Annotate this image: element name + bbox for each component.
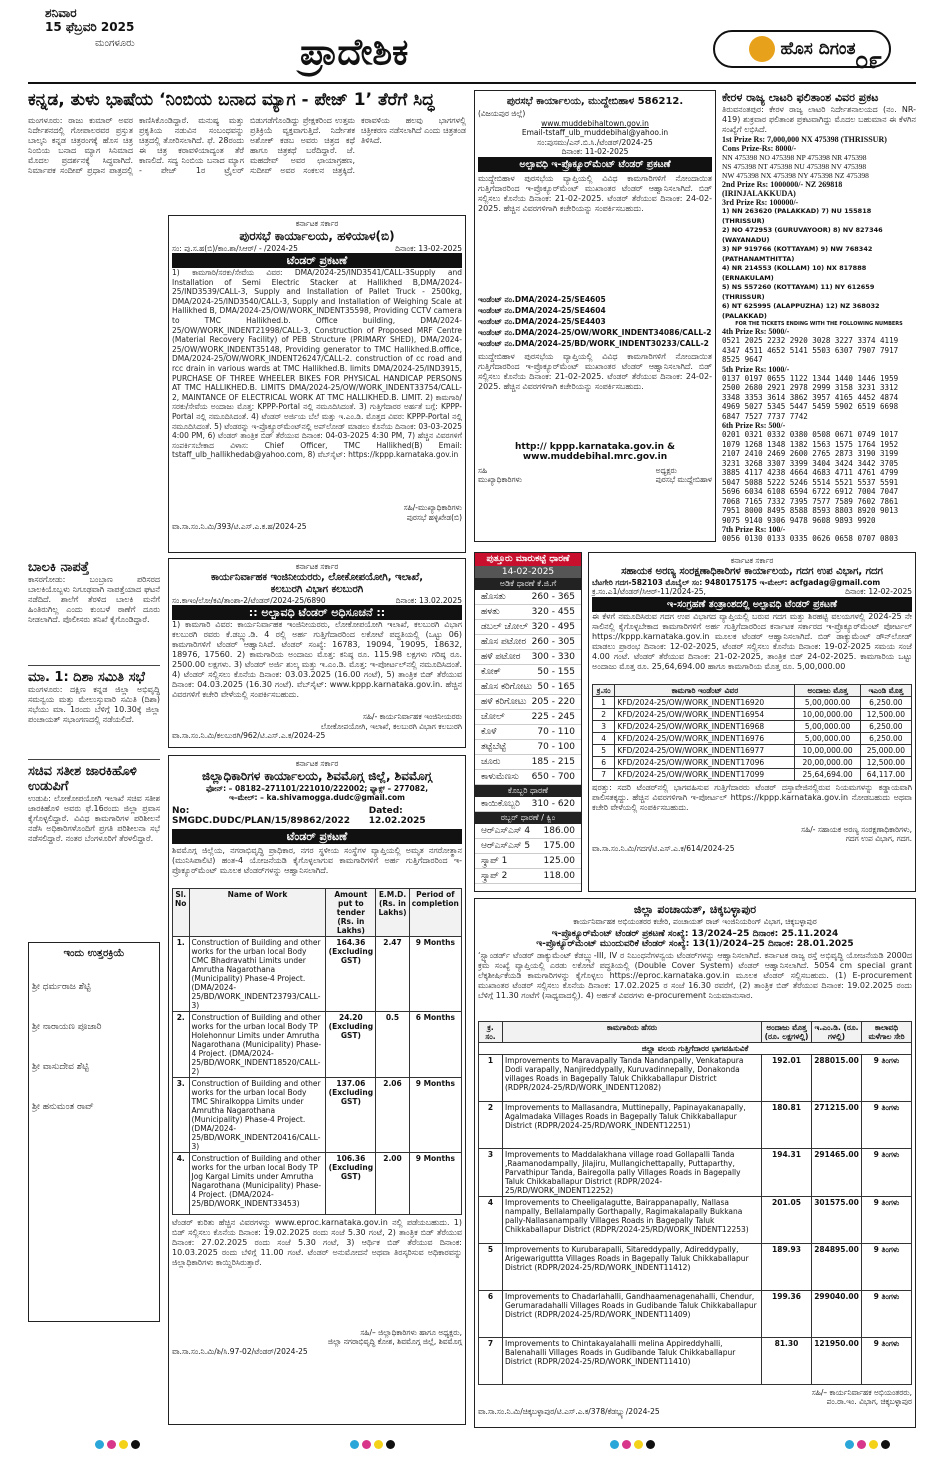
table-cell: 9 ತಿಂಗಳು — [862, 1290, 912, 1337]
commodity-price: 50 - 165 — [537, 682, 575, 692]
table-row — [593, 720, 912, 732]
prize-second: 2nd Prize Rs: 1000000/- NZ 269818 (IRINJALAKKUDA) — [722, 180, 843, 198]
commodity-name: ಸ್ಕ್ರಾಪ್ 1 — [481, 856, 508, 866]
market-row — [475, 590, 581, 605]
market-row — [475, 770, 581, 785]
table-cell: 9 ತಿಂಗಳು — [862, 1243, 912, 1290]
commodity-name: ಕೋಕ್ — [481, 667, 501, 677]
prize-list: 0137 0197 0655 1122 1344 1440 1446 1959 2500 2680 2921 2978 2999 3158 3231 3312 3348 3353 3614 3862 3957 4165 4452 4874 4969 5027 5345 5447 5459 5902 6519 6698 6847 7527 7737 7742 — [722, 373, 899, 421]
table-cell: 2 — [479, 1101, 503, 1148]
col-header: Name of Work — [189, 888, 326, 936]
ad-date: ದಿನಾಂಕ: 12-02-2025 — [845, 587, 912, 596]
ad-sign: ಸಹಿ/– ಜಿಲ್ಲಾಧಿಕಾರಿಗಳು ಹಾಗೂ ಅಧ್ಯಕ್ಷರು, ಜಿಲ್ಲಾ ನಗರಾಭಿವೃದ್ಧಿ ಕೋಶ, ಶಿವಮೊಗ್ಗ ಜಿಲ್ಲೆ, ಶಿವಮೊಗ್ಗ — [327, 1327, 462, 1346]
ad-gov: ಕರ್ನಾಟಕ ಸರ್ಕಾರ — [295, 562, 339, 571]
ad-links[interactable]: http:// kppp.karnataka.gov.in & www.muddebihal.mrc.gov.in — [515, 441, 675, 462]
table-cell: 180.81 — [762, 1101, 812, 1148]
ad-sign: ಸಹಿ/– ಕಾರ್ಯನಿರ್ವಾಹಕ ಅಭಿಯಂತರರು, ಪಂ.ರಾ.ಇಂ. ವಿಭಾಗ, ಚಿಕ್ಕಬಳ್ಳಾಪುರ — [811, 1387, 912, 1406]
commodity-name: ಚೋಲ್ — [481, 712, 505, 722]
market-row — [475, 680, 581, 695]
brief-body: ಉಡುಪಿ: ಲೋಕೋಪಯೋಗಿ ಇಲಾಖೆ ಸಚಿವ ಸತೀಶ ಜಾರಕಿಹೊಳಿ ಅವರು ಫೆ.16ರಂದು ಜಿಲ್ಲಾ ಪ್ರವಾಸ ಕೈಗೊಳ್ಳಲಿದ್ದಾರೆ. ವಿವಿಧ ಕಾಮಗಾರಿಗಳ ಪರಿಶೀಲನೆ ನಡೆಸಿ ಅಧಿಕಾರಿಗಳೊಂದಿಗೆ ಪ್ರಗತಿ ಪರಿಶೀಲನಾ ಸಭೆ ನಡೆಸಲಿದ್ದಾರೆ. ನಂತರ ಬೆಂಗಳೂರಿಗೆ ತೆರಳಲಿದ್ದಾರೆ. — [28, 794, 160, 843]
table-row — [593, 768, 912, 780]
tender-ad-kalaburagi — [168, 558, 466, 748]
market-list — [475, 590, 581, 785]
table-row — [479, 1101, 912, 1148]
ad-bar: ಅಲ್ಪಾವಧಿ ಇ-ಪ್ರೊಕ್ಯೂರ್‌ಮೆಂಟ್ ಟೆಂಡರ್ ಪ್ರಕಟಣೆ — [478, 157, 712, 172]
market-row — [475, 869, 581, 884]
table-cell: Improvements to Chadarlahalli, Gandhaamenagenahalli, Chendur, Gerumaradahalli Villages Roads in Gudibande Taluk Chikkaballapur District (RDPR/2024-25/RD/WORK_INDENT11409) — [503, 1290, 762, 1337]
section-title: ಪ್ರಾದೇಶಿಕ — [300, 32, 409, 73]
ad-title: ಸಹಾಯಕ ಅರಣ್ಯ ಸಂರಕ್ಷಣಾಧಿಕಾರಿಗಳ ಕಾರ್ಯಾಲಯ, ಗದಗ ಉಪ ವಿಭಾಗ, ಗದಗ — [621, 565, 883, 577]
prize-heading: 3rd Prize Rs: 100000/- — [722, 198, 799, 207]
table-cell: 299040.00 — [812, 1290, 862, 1337]
cyan-dot — [95, 1440, 104, 1449]
ad-date: ದಿನಾಂಕ: 13.02.2025 — [395, 595, 462, 605]
commodity-name: ಹಳೆ ಕರಿಗೋಟು — [481, 697, 527, 707]
brief-title: ಸಚಿವ ಸತೀಶ ಜಾರಕಿಹೊಳಿ ಉಡುಪಿಗೆ — [28, 764, 137, 794]
ad-intro: ಶಿವಮೊಗ್ಗ ಜಿಲ್ಲೆಯ, ನಗರಾಭಿವೃದ್ಧಿ ಪ್ರಾಧಿಕಾರ, ನಗರ ಸ್ಥಳೀಯ ಸಂಸ್ಥೆಗಳ ವ್ಯಾಪ್ತಿಯಲ್ಲಿ ಅಮೃತ ನಗರೋತ್ಥಾನ (ಮುನಿಸಿಪಾಲಿಟಿ) ಹಂತ-4 ಯೋಜನೆಯಡಿ ಕೈಗೊಳ್ಳಲಾಗುವ ಕಾಮಗಾರಿಗಳಿಗೆ ಅರ್ಹ ಗುತ್ತಿಗೆದಾರರಿಂದ ಇ-ಪ್ರೊಕ್ಯೂರ್‌ಮೆಂಟ್ ಮೂಲಕ ಟೆಂಡರ್‌ಗಳನ್ನು ಆಹ್ವಾನಿಸಲಾಗಿದೆ. — [172, 845, 462, 875]
col-header: Sl. No — [173, 888, 190, 936]
table-row: 1. Construction of Building and other works for the urban local Body CMC Bhadravathi Limits under Amrutha Nagarothana (Municipality) Phase-4 Project.(DMA/2024-25/BD/WORK_INDENT23793/CALL-3) 164.36 (Excluding GST) 2.47 9 Months — [173, 936, 462, 1011]
ad-body: ಟೆಂಡರ್ ಕುರಿತು ಹೆಚ್ಚಿನ ವಿವರಗಳನ್ನು www.eproc.karnataka.gov.in ನಲ್ಲಿ ಪಡೆಯಬಹುದು. 1) ಬಿಡ್ ಸಲ್ಲಿಸಲು ಕೊನೆಯ ದಿನಾಂಕ: 19.02.2025 ರಂದು ಸಂಜೆ 5.30 ಗಂಟೆ, 2) ತಾಂತ್ರಿಕ ಬಿಡ್ ತೆರೆಯುವ ದಿನಾಂಕ: 27.02.2025 ರಂದು ಸಂಜೆ 5.30 ಗಂಟೆ, 3) ಆರ್ಥಿಕ ಬಿಡ್ ತೆರೆಯುವ ದಿನಾಂಕ: 10.03.2025 ರಂದು ಬೆಳಿಗ್ಗೆ 11.00 ಗಂಟೆ. ಟೆಂಡರ್ ಅನುಮೋದನೆ ಅಥವಾ ತಿರಸ್ಕರಿಸುವ ಅಧಿಕಾರವನ್ನು ಜಿಲ್ಲಾಧಿಕಾರಿಗಳು ಕಾಯ್ದಿರಿಸಿರುತ್ತಾರೆ. — [172, 1217, 462, 1267]
ad-ref: ಸಂ.ಕಾಇಂ/ಲೋ/ಕವಿ/ತಾಂಶಾ-2/ಟೆಂಡರ್/2024-25/6890 — [172, 595, 326, 605]
market-row — [475, 710, 581, 725]
commodity-name: ಡಬಲ್ ಚೋಲ್ — [481, 622, 529, 632]
table-cell: 189.93 — [762, 1243, 812, 1290]
table-row — [593, 696, 912, 708]
tender-ad-shivamogga — [168, 755, 466, 1425]
prize-list: 1) NN 263620 (PALAKKAD) 7) NU 155818 (THRISSUR) 2) NO 472953 (GURUVAYOOR) 8) NV 827346 (WAYANADU) 3) NP 919766 (KOTTAYAM) 9) NW 768342 (PATHANAMTHITTA) 4) NR 214553 (KOLLAM) 10) NX 817888 (ERNAKULAM) 5) NS 557260 (KOTTAYAM) 11) NY 612659 (THRISSUR) 6) NT 625995 (ALAPPUZHA) 12) NZ 368032 (PALAKKAD) — [722, 207, 883, 320]
table-cell: Improvements to Maravapally Tanda Nandanpally, Venkatapura Dodi varapally, Nanjireddypally, Kuruvadinnepally, Donakonda villages Roads in Bagepally Taluk Chikkaballapur District (RDPR/2024-25/RD/WORK_INDENT12082) — [503, 1054, 762, 1101]
table-row — [479, 1290, 912, 1337]
lead-body: ಮಂಗಳೂರು: ರಾಜು ಕುಮಾರ್ ಅವರ ನಿರ್ದೇಶನದಲ್ಲಿ ಗೋಪಾಲರವರ ಪ್ರಸ್ತುತ ಬಾಲ್ಕನಿ ಕನ್ನಡ ಚಿತ್ರರಂಗಕ್ಕೆ ಹೊಸ ಚಿತ್ರ ನಿಂಬಿಯ ಬನಾದ ಮ್ಯಾಗ ಸಿನಿಮಾದ ಮೊದಲ ಪ್ರದರ್ಶನಕ್ಕೆ ಸಿದ್ಧವಾಗಿದೆ. ನಿರ್ಮಾಪಕ ಸಂದೀಪ್ ಪ್ರಧಾನ ಪಾತ್ರದಲ್ಲಿ ಕಾಣಿಸಿಕೊಂಡಿದ್ದಾರೆ. ಮನುಷ್ಯ ಮತ್ತು ಪ್ರಕೃತಿಯ ನಡುವಿನ ಸಂಬಂಧವನ್ನು ಚಿತ್ರದಲ್ಲಿ ತೋರಿಸಲಾಗಿದೆ. ಫೆ. 28ರಂದು ಈ ಚಿತ್ರ ಕರಾವಳಿಯಾದ್ಯಂತ ತೆರೆ ಕಾಣಲಿದೆ. ಸದ್ಯ ನಿಂಬಿಯ ಬನಾದ ಮ್ಯಾಗ - ಪೇಜ್ 1ರ ಟ್ರೈಲರ್ ಬಿಡುಗಡೆಗೊಂಡಿದ್ದು ಪ್ರೇಕ್ಷಕರಿಂದ ಉತ್ತಮ ಪ್ರತಿಕ್ರಿಯೆ ವ್ಯಕ್ತವಾಗುತ್ತಿದೆ. ನಿರ್ದೇಶಕ ಅಶೋಕ್ ಕಡಬ ಅವರು ಚಿತ್ರದ ಕಥೆ ಹಾಗೂ ಚಿತ್ರಕಥೆ ಬರೆದಿದ್ದಾರೆ. ಜೆ. ಮಹದೇವ್ ಅವರ ಛಾಯಾಗ್ರಹಣ, ಸುದೀಪ್ ಅವರ ಸಂಕಲನ ಚಿತ್ರಕ್ಕಿದೆ. ಕರಾವಳಿಯ ಹಲವು ಭಾಗಗಳಲ್ಲಿ ಚಿತ್ರೀಕರಣ ನಡೆಸಲಾಗಿದೆ ಎಂದು ಚಿತ್ರತಂಡ ತಿಳಿಸಿದೆ. — [28, 116, 466, 175]
lottery-intro: ತಿರುವನಂತಪುರ: ಕೇರಳ ರಾಜ್ಯ ಲಾಟರಿ ನಿರ್ದೇಶನಾಲಯದ (ನಂ. NR-419) ಶುಕ್ರವಾರ ಫಲಿತಾಂಶ ಪ್ರಕಟವಾಗಿದ್ದು ಮೊದಲ ಬಹುಮಾನ ಈ ಕೆಳಗಿನ ಸಂಖ್ಯೆಗೆ ಲಭಿಸಿದೆ. — [722, 105, 916, 134]
table-row — [479, 1337, 912, 1384]
market-sub: ರಬ್ಬರ್ ಧಾರಣೆ / ಕ್ವಿಂ — [475, 812, 581, 824]
commodity-price: 225 - 245 — [531, 712, 575, 722]
tender-ad-haliyal — [168, 215, 466, 553]
ad-bar: ಇ-ಸಂಗ್ರಹಣೆ ತಂತ್ರಾಂಶದಲ್ಲಿ ಅಲ್ಪಾವಧಿ ಟೆಂಡರ್ ಪ್ರಕಟಣೆ — [592, 597, 912, 612]
table-cell: 7 — [479, 1337, 503, 1384]
yellow-dot — [634, 1440, 643, 1449]
table-cell: 81.30 — [762, 1337, 812, 1384]
table-group: ಜಿಲ್ಲಾ ವಲಯ ಗುತ್ತಿಗೆದಾರರ ಭಾಗವಹಿಸುವಿಕೆ — [479, 1042, 912, 1054]
commodity-price: 175.00 — [543, 841, 575, 851]
tender-table: ಕ್ರ. ಸಂ. ಕಾಮಗಾರಿಯ ಹೆಸರು ಅಂದಾಜು ಮೊತ್ತ (ರೂ. ಲಕ್ಷಗಳಲ್ಲಿ) ಇ.ಎಂ.ಡಿ. (ರೂ. ಗಳಲ್ಲಿ) ಕಾಲಾವಧಿ ಮಳೆಗಾಲ ಸೇರಿ ಜಿಲ್ಲಾ ವಲಯ ಗುತ್ತಿಗೆದಾರರ ಭಾಗವಹಿಸುವಿಕೆ 1 Improvements to Maravapally Tanda Nandanpally, Venkatapura Dodi varapally, Nanjireddypally, Kuruvadinnepally, Donakonda villages Roads in Bagepally Taluk Chikkaballapur District (RDPR/2024-25/RD/WORK_INDENT12082) 192.01 288015.00 9 ತಿಂಗಳು 2 Improvements to Mallasandra, Muttinepally, Papinayakanapally, Agalmadaka Villages Roads in Bagepally Taluk Chikkaballapur District (RDPR/2024-25/RD/WORK_INDENT12251) 180.81 271215.00 9 ತಿಂಗಳು 3 Improvements to Maddalakhana village road Gollapalli Tanda ,Raamanodampally, Jilajiru, Mullangichettapally, Puttaparthy, Parvathipur Tanda, Bairegolla pally Villages Roads in Bagepally Taluk Chikkaballapur District (RDPR/2024-25/RD/WORK_INDENT12252) 194.31 291465.00 9 ತಿಂಗಳು 4 Improvements to Cheeligalagutte, Bairappanapally, Nallasa nampally, Bellalampally Gorthapally, Ragimakalapally Bukkana pally-Nallasanampally Villages Roads in Bagepally Taluk Chikkaballapur District (RDPR/2024-25/RD/WORK_INDENT12253) 201.05 301575.00 9 ತಿಂಗಳು 5 Improvements to Kurubarapalli, Sitareddypally, Adireddypally, Arigewariguttta Villages Roads in Bagepally Taluk Chikkaballapur District (RDPR/2024-25/RD/WORK_INDENT11412) 189.93 284895.00 9 ತಿಂಗಳು 6 Improvements to Chadarlahalli, Gandhaamenagenahalli, Chendur, Gerumaradahalli Villages Roads in Gudibande Taluk Chikkaballapur District (RDPR/2024-25/RD/WORK_INDENT11409) 199.36 299040.00 9 ತಿಂಗಳು 7 Improvements to Chintakayalahalli melina Appireddyhalli, Balenahalli Villages Roads in Gudibande Taluk Chikkaballapur District (RDPR/2024-25/RD/WORK_INDENT11410) 81.30 121950.00 9 ತಿಂಗಳು — [478, 1021, 912, 1385]
prize-list: 0056 0130 0133 0335 0626 0658 0707 0803 — [722, 534, 899, 543]
table-cell: 3 — [593, 720, 615, 732]
commodity-price: 125.00 — [543, 856, 575, 866]
ad-body: ಷರತ್ತು: ಸದರಿ ಟೆಂಡರ್‌ನಲ್ಲಿ ಭಾಗವಹಿಸುವ ಗುತ್ತಿಗೆದಾರರು ಟೆಂಡರ್ ದಸ್ತಾವೇಜಿನಲ್ಲಿರುವ ನಿಯಮಗಳನ್ನು ಕಡ್ಡಾಯವಾಗಿ ಪಾಲಿಸತಕ್ಕದ್ದು. ಹೆಚ್ಚಿನ ವಿವರಗಳಿಗಾಗಿ ಇ-ಪೋರ್ಟಲ್ https://kppp.karnataka.gov.in ನೋಡಬಹುದು ಅಥವಾ ಕಚೇರಿ ವೇಳೆಯಲ್ಲಿ ಸಂಪರ್ಕಿಸಬಹುದು. — [592, 782, 912, 812]
ad-title: ಪುರಸಭೆ ಕಾರ್ಯಾಲಯ, ಮುದ್ದೇಬಿಹಾಳ 586212. — [506, 96, 684, 107]
magenta-dot — [107, 1440, 116, 1449]
table-cell: KFD/2024-25/OW/WORK_INDENT17096 — [615, 756, 795, 768]
col-header: E.M.D. (Rs. in Lakhs) — [376, 888, 409, 936]
ad-ref: ಸಂ:ಪುಸಮು/ಎನ್.ಬಿ.ಸಿ./ಟೆಂಡರ್/2024-25 — [537, 137, 653, 147]
black-dot — [131, 1440, 140, 1449]
table-cell: KFD/2024-25/OW/WORK_INDENT16954 — [615, 708, 795, 720]
table-cell: 271215.00 — [812, 1101, 862, 1148]
market-row — [475, 854, 581, 869]
tender-table: ಕ್ರ.ಸಂ ಕಾಮಗಾರಿ ಇಂಡೆಂಟ್ ವಿವರ ಅಂದಾಜು ಮೊತ್ತ ಇಎಂಡಿ ಮೊತ್ತ 1 KFD/2024-25/OW/WORK_INDENT16920 5,00,000.00 6,250.00 2 KFD/2024-25/OW/WORK_INDENT16954 10,00,000.00 12,500.00 3 KFD/2024-25/OW/WORK_INDENT16968 5,00,000.00 6,250.00 4 KFD/2024-25/OW/WORK_INDENT16976 5,00,000.00 6,250.00 5 KFD/2024-25/OW/WORK_INDENT16977 10,00,000.00 25,000.00 6 KFD/2024-25/OW/WORK_INDENT17096 20,00,000.00 12,500.00 7 KFD/2024-25/OW/WORK_INDENT17099 25,64,694.00 64,117.00 — [592, 684, 912, 781]
yellow-dot — [374, 1440, 383, 1449]
ad-date: ದಿನಾಂಕ: 13-02-2025 — [395, 243, 462, 253]
prize-list: 0201 0321 0332 0380 0508 0671 0749 1017 1079 1268 1348 1382 1563 1575 1764 1952 2107 2410 2469 2600 2765 2873 3190 3199 3231 3268 3307 3399 3404 3424 3442 3705 3885 4117 4238 4664 4683 4711 4761 4799 5047 5088 5222 5246 5514 5521 5537 5591 5696 6034 6108 6594 6722 6912 7004 7047 7068 7165 7332 7395 7577 7589 7602 7861 7951 8000 8495 8588 8593 8803 8920 9013 9075 9140 9306 9478 9608 9893 9920 — [722, 430, 899, 525]
commodity-price: 185 - 215 — [531, 757, 575, 767]
page-number: ೦೯ — [855, 46, 882, 74]
ad-sign: ಸಹಿ/-ಮುಖ್ಯಾಧಿಕಾರಿಗಳು ಪುರಸಭೆ ಹಳ್ಳಿಖೇಡ(ಬಿ) — [403, 503, 462, 522]
table-cell: 1 — [479, 1054, 503, 1101]
market-sub: ಕೊಬ್ಬರಿ ಧಾರಣೆ — [475, 785, 581, 797]
table-row — [479, 1054, 912, 1101]
commodity-name: ತಟ್ಟೆಬೆಟ್ಟೆ — [481, 742, 507, 752]
table-row — [479, 1148, 912, 1196]
market-row — [475, 665, 581, 680]
table-cell: 201.05 — [762, 1196, 812, 1243]
briefs-column — [28, 560, 160, 1400]
table-cell: 9 ತಿಂಗಳು — [862, 1196, 912, 1243]
obit-item: ಶ್ರೀ ಧರ್ಮರಾಜ ಶೆಟ್ಟಿ — [32, 982, 91, 992]
market-row — [475, 650, 581, 665]
ad-bar: :: ಅಲ್ಪಾವಧಿ ಟೆಂಡರ್ ಅಧಿಸೂಚನೆ :: — [172, 605, 462, 620]
commodity-price: 50 - 155 — [537, 667, 575, 677]
commodity-name: ಹೊಸ ಕರಿಗೋಟು — [481, 682, 533, 692]
table-cell: 194.31 — [762, 1148, 812, 1196]
table-cell: 10,00,000.00 — [795, 708, 860, 720]
market-date: 14-02-2025 — [475, 566, 581, 578]
ad-date: Dated: 12.02.2025 — [368, 805, 426, 826]
table-cell: 288015.00 — [812, 1054, 862, 1101]
ad-title: ಜಿಲ್ಲಾ ಪಂಚಾಯತ್, ಚಿಕ್ಕಬಳ್ಳಾಪುರ — [633, 903, 757, 916]
ad-foot: ವಾ.ಸಾ.ಸಂ.ನಿ.ಮಿ/393/ಟಿ.ಎಸ್.ಎ.ಕ.ಹ/2024-25 — [172, 522, 307, 531]
table-cell: 199.36 — [762, 1290, 812, 1337]
day-label: ಶನಿವಾರ — [45, 6, 77, 20]
print-registration-marks — [610, 1440, 655, 1449]
market-row — [475, 695, 581, 710]
obit-item: ಶ್ರೀ ಹನುಮಂತ ರಾವ್ — [32, 1102, 94, 1112]
commodity-name: ಹೊಸ ಪಟೋರ — [481, 637, 527, 647]
obit-item: ಶ್ರೀ ನಾರಾಯಣ ಪೂಜಾರಿ — [32, 1022, 102, 1032]
black-dot — [646, 1440, 655, 1449]
ad-title: ಪುರಸಭೆ ಕಾರ್ಯಾಲಯ, ಹಳಿಯಾಳ(ಬಿ) — [239, 228, 395, 243]
prize-first: 1st Prize Rs: 7,000,000 NX 475398 (THRISSUR) — [722, 135, 887, 144]
indent-item: ಇಂಡೆಂಟ್ ನಂ.DMA/2024-25/SE4605 — [478, 294, 606, 304]
table-row — [593, 732, 912, 744]
prize-heading: 5th Prize Rs: 1000/- — [722, 364, 790, 374]
table-cell: 6,250.00 — [860, 732, 911, 744]
table-cell: 284895.00 — [812, 1243, 862, 1290]
table-cell: 64,117.00 — [860, 768, 911, 780]
ad-notice: ಇ-ಪ್ರೊಕ್ಯೂರ್‌ಮೆಂಟ್ ಟೆಂಡರ್ ಪ್ರಕಟಣೆ ಸಂಖ್ಯೆ: 13/2024–25 ದಿನಾಂಕ: 25.11.2024 — [551, 928, 839, 939]
ad-sub: (ವಿಜಯಪುರ ಜಿಲ್ಲೆ) — [478, 109, 526, 118]
ad-foot: ವಾ.ಸಾ.ಸಂ.ನಿ.ಮಿ/ಕಲಬುರಗಿ/962/ಟಿ.ಎಸ್.ಎ.ಕ/2024-25 — [172, 731, 326, 740]
ad-body: ಮುದ್ದೇಬಿಹಾಳ ಪುರಸಭೆಯ ವ್ಯಾಪ್ತಿಯಲ್ಲಿ ವಿವಿಧ ಕಾಮಗಾರಿಗಳಿಗೆ ನೋಂದಾಯಿತ ಗುತ್ತಿಗೆದಾರರಿಂದ ಇ-ಪ್ರೊಕ್ಯೂರ್‌ಮೆಂಟ್ ಮುಖಾಂತರ ಟೆಂಡರ್ ಆಹ್ವಾನಿಸಲಾಗಿದೆ. ಬಿಡ್ ಸಲ್ಲಿಸಲು ಕೊನೆಯ ದಿನಾಂಕ: 21-02-2025. ಟೆಂಡರ್ ತೆರೆಯುವ ದಿನಾಂಕ: 24-02-2025. ಹೆಚ್ಚಿನ ವಿವರಗಳಿಗಾಗಿ ಕಚೇರಿಯನ್ನು ಸಂಪರ್ಕಿಸಬಹುದು. — [478, 351, 712, 391]
table-cell: 5,00,000.00 — [795, 732, 860, 744]
black-dot — [386, 1440, 395, 1449]
table-cell: Improvements to Mallasandra, Muttinepally, Papinayakanapally, Agalmadaka Villages Roads in Bagepally Taluk Chikkaballapur District (RDPR/2024-25/RD/WORK_INDENT12251) — [503, 1101, 762, 1148]
table-cell: Improvements to Maddalakhana village road Gollapalli Tanda ,Raamanodampally, Jilajiru, Mullangichettapally, Puttaparthy, Parvathipur Tanda, Bairegolla pally Villages Roads in Bagepally Taluk Chikkaballapur District (RDPR/2024-25/RD/WORK_INDENT12252) — [503, 1148, 762, 1196]
ad-sub: ಕಾರ್ಯನಿರ್ವಾಹಕ ಅಭಿಯಂತರರ ಕಚೇರಿ, ಪಂಚಾಯತ್ ರಾಜ್ ಇಂಜಿನಿಯರಿಂಗ್ ವಿಭಾಗ, ಚಿಕ್ಕಬಳ್ಳಾಪುರ — [573, 917, 817, 926]
commodity-name: ಕಾಳುಮೆಣಸು — [481, 772, 519, 782]
tender-ad-chikkaballapur — [474, 898, 916, 1428]
ad-body: 1) ಕಾಮಗಾರಿ ವಿವರ: ಕಾರ್ಯನಿರ್ವಾಹಕ ಇಂಜಿನೀಯರರು, ಲೋಕೋಪಯೋಗಿ ಇಲಾಖೆ, ಕಲಬುರಗಿ ವಿಭಾಗ ಕಲಬುರಗಿ ರವರು ಕೆ.ಡಬ್ಲ್ಯು.ಡಿ. 4 ರಲ್ಲಿ ಅರ್ಹ ಗುತ್ತಿಗೆದಾರರಿಂದ ಲಕೋಟೆ ಪದ್ಧತಿಯಲ್ಲಿ (ಒಟ್ಟು 06) ಕಾಮಗಾರಿಗಳಿಗೆ ಟೆಂಡರ್ ಆಹ್ವಾನಿಸಿದೆ. ಟೆಂಡರ್ ಸಂಖ್ಯೆ: 16783, 19094, 19095, 18632, 18976, 17560. 2) ಕಾಮಗಾರಿಯ ಅಂದಾಜು ಮೊತ್ತ: ಕನಿಷ್ಠ ರೂ. 115.98 ಲಕ್ಷಗಳು ಗರಿಷ್ಠ ರೂ. 2500.00 ಲಕ್ಷಗಳು. 3) ಟೆಂಡರ್ ಅರ್ಜಿ ಶುಲ್ಕ ಮತ್ತು ಇ.ಎಂ.ಡಿ. ಮೊತ್ತ: ಇ-ಪೋರ್ಟಲ್‌ನಲ್ಲಿ ನಮೂದಿಸಿದಂತೆ. 4) ಟೆಂಡರ್ ಸಲ್ಲಿಸಲು ಕೊನೆಯ ದಿನಾಂಕ: 03.03.2025 (16.00 ಗಂಟೆ), 5) ತಾಂತ್ರಿಕ ಬಿಡ್ ತೆರೆಯುವ ದಿನಾಂಕ: 04.03.2025 (16.30 ಗಂಟೆ). ವೆಬ್‌ಸೈಟ್: www.kppp.karnataka.gov.in. ಹೆಚ್ಚಿನ ವಿವರಗಳಿಗೆ ಕಚೇರಿ ವೇಳೆಯಲ್ಲಿ ಸಂಪರ್ಕಿಸಬಹುದು. — [172, 620, 462, 699]
table-cell: 12,500.00 — [860, 708, 911, 720]
table-cell: KFD/2024-25/OW/WORK_INDENT16976 — [615, 732, 795, 744]
ad-ref: ಕ್ರ.ಸಂ.ಎ1/ಟೆಂಡರ್/ಸಿಆರ್-11/2024-25, — [592, 587, 706, 596]
sun-icon — [749, 36, 775, 62]
commodity-price: 320 - 495 — [531, 622, 575, 632]
table-cell: 4 — [593, 732, 615, 744]
commodity-name: ಸ್ಕ್ರಾಪ್ 2 — [481, 871, 508, 881]
commodity-price: 320 - 455 — [531, 607, 575, 617]
lead-headline: ಕನ್ನಡ, ತುಳು ಭಾಷೆಯ ‘ನಿಂಬಿಯ ಬನಾದ ಮ್ಯಾಗ - ಪೇಜ್ 1’ ತೆರೆಗೆ ಸಿದ್ಧ — [28, 90, 435, 110]
commodity-price: 70 - 100 — [537, 742, 575, 752]
ad-foot: ವಾ.ಸಾ.ಸಂ.ನಿ.ಮಿ/ಚಿಕ್ಕಬಳ್ಳಾಪುರ/ಟಿ.ಎಸ್.ಎ.ಕ/378/ಕೆಡಬ್ಲ್ಯು/2024-25 — [478, 1406, 660, 1416]
market-list — [475, 824, 581, 884]
ad-sign: ಸಹಿ/- ಸಹಾಯಕ ಅರಣ್ಯ ಸಂರಕ್ಷಣಾಧಿಕಾರಿಗಳು, ಗದಗ ಉಪ ವಿಭಾಗ, ಗದಗ. — [801, 824, 912, 843]
ad-date: ದಿನಾಂಕ: 11-02-2025 — [561, 147, 629, 156]
table-cell: 4 — [479, 1196, 503, 1243]
table-cell: 5 — [479, 1243, 503, 1290]
ad-sign: ಅಧ್ಯಕ್ಷರು ಪುರಸಭೆ ಮುದ್ದೇಬಿಹಾಳ — [655, 465, 712, 484]
header-rule — [28, 82, 916, 84]
prize-note: FOR THE TICKETS ENDING WITH THE FOLLOWING NUMBERS — [735, 321, 903, 327]
prize-heading: 4th Prize Rs: 5000/- — [722, 327, 790, 336]
indent-item: ಇಂಡೆಂಟ್ ನಂ.DMA/2024-25/SE4604 — [478, 305, 606, 315]
market-row — [475, 635, 581, 650]
ad-notice: ಇ-ಪ್ರೊಕ್ಯೂರ್‌ಮೆಂಟ್ ಮುಂದುವರಿಕೆ ಟೆಂಡರ್ ಸಂಖ್ಯೆ: 13(1)/2024–25 ದಿನಾಂಕ: 28.01.2025 — [536, 938, 854, 949]
market-row: ಕಾಯಿಕೊಬ್ಬರಿ 310 - 620 — [475, 797, 581, 812]
table-cell: 121950.00 — [812, 1337, 862, 1384]
market-row — [475, 755, 581, 770]
obituary-box — [28, 942, 160, 1322]
prize-list: 0521 2025 2232 2920 3028 3227 3374 4119 4347 4511 4652 5141 5503 6307 7907 7917 8525 9647 — [722, 336, 899, 364]
market-title: ಪುತ್ತೂರು ಮಾರುಕಟ್ಟೆ ಧಾರಣೆ — [475, 553, 581, 566]
lottery-results — [722, 90, 916, 545]
print-registration-marks — [845, 1440, 890, 1449]
commodity-price: 260 - 305 — [531, 637, 575, 647]
masthead-date — [45, 6, 134, 34]
cyan-dot — [845, 1440, 854, 1449]
ad-web-link[interactable]: www.muddebihaltown.gov.in — [541, 118, 649, 128]
prize-list: NN 475398 NO 475398 NP 475398 NR 475398 NS 475398 NT 475398 NU 475398 NV 475398 NW 475398 NX 475398 NY 475398 NZ 475398 — [722, 153, 869, 180]
prize-heading: Cons Prize-Rs: 8000/- — [722, 144, 797, 153]
tender-ad-gadag — [588, 552, 916, 892]
col-header: Amount put to tender (Rs. in Lakhs) — [326, 888, 376, 936]
commodity-name: ಹೊಸತು — [481, 592, 506, 602]
magenta-dot — [622, 1440, 631, 1449]
market-row — [475, 824, 581, 839]
table-cell: 10,00,000.00 — [795, 744, 860, 756]
market-rates — [474, 552, 582, 892]
ad-title: ಜಿಲ್ಲಾಧಿಕಾರಿಗಳ ಕಾರ್ಯಾಲಯ, ಶಿವಮೊಗ್ಗ ಜಿಲ್ಲೆ, ಶಿವಮೊಗ್ಗ — [202, 768, 432, 783]
ad-body: ಈ ಕೆಳಗೆ ನಮೂದಿಸಿರುವ ಗದಗ ಉಪ ವಿಭಾಗದ ವ್ಯಾಪ್ತಿಯಲ್ಲಿ ಬರುವ ಗದಗ ಮತ್ತು ಶಿರಹಟ್ಟಿ ವಲಯಗಳಲ್ಲಿ 2024-25 ನೇ ಸಾಲಿನಲ್ಲಿ ಕೈಗೊಳ್ಳಬೇಕಾದ ಕಾಮಗಾರಿಗಳಿಗೆ ಅರ್ಹ ಗುತ್ತಿಗೆದಾರರಿಂದ ಕರ್ನಾಟಕ ಸರ್ಕಾರದ ಇ-ಪ್ರೊಕ್ಯೂರ್‌ಮೆಂಟ್ ಪೋರ್ಟಲ್ https://kppp.karnataka.gov.in ಮೂಲಕ ಟೆಂಡರ್ ಆಹ್ವಾನಿಸಲಾಗಿದೆ. ಬಿಡ್ ಡಾಕ್ಯುಮೆಂಟ್ ಡೌನ್‌ಲೋಡ್ ಮಾಡಲು ಪ್ರಾರಂಭ ದಿನಾಂಕ: 12-02-2025, ಟೆಂಡರ್ ಸಲ್ಲಿಸಲು ಕೊನೆಯ ದಿನಾಂಕ: 19-02-2025 ಸಮಯ ಸಂಜೆ 4.00 ಗಂಟೆ. ಟೆಂಡರ್ ತೆರೆಯುವ ದಿನಾಂಕ: 21-02-2025, ತಾಂತ್ರಿಕ ಬಿಡ್ 24-02-2025. ಕಾಮಗಾರಿಯ ಒಟ್ಟು ಅಂದಾಜು ಮೊತ್ತ ರೂ. 25,64,694.00 ಹಾಗೂ ಕಾಮಗಾರಿಯ ಮೊತ್ತ ರೂ. 5,00,000.00 — [592, 611, 912, 671]
market-row — [475, 620, 581, 635]
table-cell: 2 — [593, 708, 615, 720]
table-cell: 192.01 — [762, 1054, 812, 1101]
black-dot — [881, 1440, 890, 1449]
table-cell: KFD/2024-25/OW/WORK_INDENT17099 — [615, 768, 795, 780]
table-cell: KFD/2024-25/OW/WORK_INDENT16977 — [615, 744, 795, 756]
table-row: 2. Construction of Building and other works for the urban local Body TP Holehonnur Limits under Amrutha Nagarothana (Municipality) Phase-4 Project. (DMA/2024-25/BD/WORK_INDENT18520/CALL-2) 24.20 (Excluding GST) 0.5 6 Months — [173, 1011, 462, 1077]
tender-ad-muddebihal — [474, 90, 716, 542]
commodity-name: ಆರ್‌ಎಸ್‌ಎಸ್ 5 — [481, 841, 531, 851]
cyan-dot — [610, 1440, 619, 1449]
market-row — [475, 740, 581, 755]
brief-body: ಮಂಗಳೂರು: ದಕ್ಷಿಣ ಕನ್ನಡ ಜಿಲ್ಲಾ ಅಭಿವೃದ್ಧಿ ಸಮನ್ವಯ ಮತ್ತು ಮೇಲುಸ್ತುವಾರಿ ಸಮಿತಿ (ದಿಶಾ) ಸಭೆಯು ಮಾ. 1ರಂದು ಬೆಳಿಗ್ಗೆ 10.30ಕ್ಕೆ ಜಿಲ್ಲಾ ಪಂಚಾಯತ್ ಸಭಾಂಗಣದಲ್ಲಿ ನಡೆಯಲಿದೆ. — [28, 685, 160, 724]
table-cell: 1 — [593, 696, 615, 708]
cyan-dot — [350, 1440, 359, 1449]
ad-gov: ಕರ್ನಾಟಕ ಸರ್ಕಾರ — [295, 759, 339, 768]
table-cell: 6,250.00 — [860, 720, 911, 732]
table-cell: 25,000.00 — [860, 744, 911, 756]
table-row: 3. Construction of Building and other works for the urban local Body TMC Shiralkoppa Limits under Amrutha Nagarothana (Municipality) Phase-4 Project. (DMA/2024-25/BD/WORK_INDENT20416/CALL-3) 137.06 (Excluding GST) 2.06 9 Months — [173, 1077, 462, 1152]
ad-bar: ಟೆಂಡರ್ ಪ್ರಕಟಣೆ — [172, 253, 462, 268]
commodity-name: ಆರ್‌ಎಸ್‌ಎಸ್ 4 — [481, 826, 531, 836]
table-cell: 9 ತಿಂಗಳು — [862, 1148, 912, 1196]
table-cell: 9 ತಿಂಗಳು — [862, 1337, 912, 1384]
table-cell: 5,00,000.00 — [795, 696, 860, 708]
ad-body: ಮುದ್ದೇಬಿಹಾಳ ಪುರಸಭೆಯ ವ್ಯಾಪ್ತಿಯಲ್ಲಿ ವಿವಿಧ ಕಾಮಗಾರಿಗಳಿಗೆ ನೋಂದಾಯಿತ ಗುತ್ತಿಗೆದಾರರಿಂದ ಇ-ಪ್ರೊಕ್ಯೂರ್‌ಮೆಂಟ್ ಮುಖಾಂತರ ಟೆಂಡರ್ ಆಹ್ವಾನಿಸಲಾಗಿದೆ. ಬಿಡ್ ಸಲ್ಲಿಸಲು ಕೊನೆಯ ದಿನಾಂಕ: 21-02-2025. ಟೆಂಡರ್ ತೆರೆಯುವ ದಿನಾಂಕ: 24-02-2025. ಹೆಚ್ಚಿನ ವಿವರಗಳಿಗಾಗಿ ಕಚೇರಿಯನ್ನು ಸಂಪರ್ಕಿಸಬಹುದು. — [478, 173, 712, 213]
ad-ref: No: SMGDC.DUDC/PLAN/15/89862/2022 — [172, 805, 351, 826]
market-sub: ಅಡಿಕೆ ಧಾರಣೆ ಕೆ.ಜಿ.ಗೆ — [475, 578, 581, 590]
commodity-price: 118.00 — [543, 871, 575, 881]
ad-bar: ಟೆಂಡರ್ ಪ್ರಕಟಣೆ — [172, 829, 462, 844]
table-cell: 3 — [479, 1148, 503, 1196]
table-row: 4. Construction of Building and other works for the urban local Body TP Jog Kargal Limits under Amrutha Nagarothana (Municipality) Phase-4 Project. (DMA/2024-25/BD/WORK_INDENT33453) 106.36 (Excluding GST) 2.00 9 Months — [173, 1152, 462, 1214]
commodity-price: 300 - 330 — [531, 652, 575, 662]
yellow-dot — [119, 1440, 128, 1449]
magenta-dot — [362, 1440, 371, 1449]
market-row — [475, 605, 581, 620]
date-label: 15 ಫೆಬ್ರವರಿ 2025 — [45, 20, 135, 34]
ad-foot: ವಾ.ಸಾ.ಸಂ.ನಿ.ಮಿ/ಶಿ/ಸಿ.97-02/ಟೆಂಡರ್/2024-25 — [172, 1346, 308, 1356]
prize-heading: 7th Prize Rs: 100/- — [722, 525, 786, 534]
indent-item: ಇಂಡೆಂಟ್ ನಂ.DMA/2024-25/BD/WORK_INDENT30233/CALL-2 — [478, 338, 709, 348]
ad-contact: ಬೆಟಗೇರಿ ಗದಗ-582103 ಮೊಬೈಲ್ ಸಂ: 9480175175 ಇ-ಮೇಲ್: acfgadag@gmail.com — [592, 577, 881, 587]
col-header: Period of completion — [409, 888, 461, 936]
table-row — [593, 744, 912, 756]
table-cell: Improvements to Cheeligalagutte, Bairappanapally, Nallasa nampally, Bellalampally Gorthapally, Ragimakalapally Bukkana pally-Nallasanampally Villages Roads in Bagepally Taluk Chikkaballapur District (RDPR/2024-25/RD/WORK_INDENT12253) — [503, 1196, 762, 1243]
ad-gov: ಕರ್ನಾಟಕ ಸರ್ಕಾರ — [730, 556, 774, 565]
commodity-name: ಹಳತು — [481, 607, 500, 617]
ad-email: ಇ–ಮೇಲ್: – ka.shivamogga.dudc@gmail.com — [229, 793, 405, 802]
lottery-title: ಕೇರಳ ರಾಜ್ಯ ಲಾಟರಿ ಫಲಿತಾಂಶ ವಿವರ ಪ್ರಕಟ — [722, 91, 879, 104]
table-cell: Improvements to Kurubarapalli, Sitareddypally, Adireddypally, Arigewariguttta Villages Roads in Bagepally Taluk Chikkaballapur District (RDPR/2024-25/RD/WORK_INDENT11412) — [503, 1243, 762, 1290]
ad-ref: ಸಂ: ಪು.ಸ.ಹ(ಬಿ)/ಕಾಂ.ಶಾ/ಸಿಆರ್/ - /2024-25 — [172, 243, 298, 253]
commodity-price: 186.00 — [543, 826, 575, 836]
commodity-price: 260 - 365 — [531, 592, 575, 602]
table-cell: 7 — [593, 768, 615, 780]
table-cell: 25,64,694.00 — [795, 768, 860, 780]
table-cell: 5,00,000.00 — [795, 720, 860, 732]
table-cell: 6 — [593, 756, 615, 768]
commodity-name: ಚೂರು — [481, 757, 501, 767]
table-cell: 12,500.00 — [860, 756, 911, 768]
city-label: ಮಂಗಳೂರು — [95, 38, 135, 49]
table-row — [479, 1196, 912, 1243]
table-cell: 20,00,000.00 — [795, 756, 860, 768]
tender-table — [172, 888, 462, 1215]
indent-list — [478, 294, 712, 349]
commodity-name: ಹಳೆ ಪಟೋರ — [481, 652, 521, 662]
print-registration-marks — [350, 1440, 395, 1449]
ad-email: Email-tstaff_ulb_muddebihal@yahoo.in — [521, 128, 669, 137]
table-cell: Improvements to Chintakayalahalli melina Appireddyhalli, Balenahalli Villages Roads in Gudibande Taluk Chikkaballapur District (RDPR/2024-25/RD/WORK_INDENT11410) — [503, 1337, 762, 1384]
commodity-price: 70 - 110 — [537, 727, 575, 737]
ad-body: 1) ಕಾಮಗಾರಿ/ಸರಕು/ಸೇವೆಯ ವಿವರ: DMA/2024-25/IND3541/CALL-3Supply and Installation of Semi Electric Stacker at Hallikhed B,DMA/2024-25/IND3539/CALL-3, Supply and Installation of Pallet Truck - 2500kg, DMA/2024-25/IND3540/CALL-3, Supply and Installation of Weighing Scale at Hallikhed B, DMA/2024-25/OW/WORK_INDENT35598, Providing CCTV camera to TMC Hallikhed.b. Office building, DMA/2024-25/OW/WORK_INDENT21998/CALL-3, Construction of Proposed MRF Centre (Material Recovery Facility) of PEB Structure (PRIMARY SHED), DMA/2024-25/OW/WORK_INDENT35148, Providing generator to TMC Hallikhed.B.office, DMA/2024-25/OW/WORK_INDENT26247/CALL-2. construction of cc road and rcc drain in various wards at TMC Hallikhed.B. limits DMA/2024-25/IND3915, PURCHASE OF THREE WHEELER BIKES FOR PHYSICAL HANDICAP PERSONS AT TMC HALLIKHED.B. LIMITS DMA/2024-25/OW/WORK_INDENT33754/CALL-2, MAINTANCE OF ELECTRICAL WORK AT TMC HALLIKHED.B. LIMIT. 2) ಕಾಮಗಾರಿ/ಸರಕು/ಸೇವೆಯ ಅಂದಾಜು ಮೊತ್ತ: KPPP-Portal ನಲ್ಲಿ ನಮೂದಿಸಿದಂತೆ. 3) ಗುತ್ತಿಗೆದಾರರ ಅರ್ಹತೆ ಬಗ್ಗೆ: KPPP-Portal ನಲ್ಲಿ ನಮೂದಿಸಿದಂತೆ. 4) ಟೆಂಡರ್ ಅರ್ಜಿಯ ಬೆಲೆ ಮತ್ತು ಇ.ಎಂ.ಡಿ. ಮೊತ್ತದ ವಿವರ: KPPP-Portal ನಲ್ಲಿ ನಮೂದಿಸಿದಂತೆ. 5) ಟೆಂಡರನ್ನು ಇ-ಪ್ರೊಕ್ಯೂರ್‌ಮೆಂಟ್‌ನಲ್ಲಿ ಅಪ್‌ಲೋಡ್ ಮಾಡಲು ಕೊನೆಯ ದಿನಾಂಕ: 03-03-2025 4:00 PM, 6) ಟೆಂಡರ್ ತಾಂತ್ರಿಕ ಬಿಡ್ ತೆರೆಯುವ ದಿನಾಂಕ: 04-03-2025 4:30 PM, 7) ಹೆಚ್ಚಿನ ವಿವರಗಳಿಗೆ ಸಂಪರ್ಕಿಸಬೇಕಾದ ವಿಳಾಸ: Chief Officer, TMC Hallikhed(B) Email: tstaff_ulb_hallikhedab@yahoo.com, 8) ವೆಬ್‌ಸೈಟ್: https://kppp.karnataka.gov.in — [172, 268, 462, 460]
obit-item: ಶ್ರೀ ವಾಸುದೇವ ಶೆಟ್ಟಿ — [32, 1062, 89, 1072]
table-cell: 9 ತಿಂಗಳು — [862, 1101, 912, 1148]
ad-sign: ಸಹಿ ಮುಖ್ಯಾಧಿಕಾರಿಗಳು — [478, 465, 523, 484]
obit-title: ಇಂದು ಉತ್ತರಕ್ರಿಯೆ — [63, 948, 125, 959]
brief-title: ಮಾ. 1: ದಿಶಾ ಸಮಿತಿ ಸಭೆ — [28, 670, 145, 685]
brief-title: ಬಾಲಕಿ ನಾಪತ್ತೆ — [28, 560, 90, 575]
commodity-name: ಕೊಳೆ — [481, 727, 497, 737]
yellow-dot — [869, 1440, 878, 1449]
prize-heading: 6th Prize Rs: 500/- — [722, 421, 786, 430]
obit-list — [32, 967, 156, 1127]
indent-item: ಇಂಡೆಂಟ್ ನಂ.DMA/2024-25/OW/WORK_INDENT34086/CALL-2 — [478, 327, 712, 337]
indent-item: ಇಂಡೆಂಟ್ ನಂ.DMA/2024-25/SE4403 — [478, 316, 606, 326]
table-row — [593, 708, 912, 720]
table-cell: 301575.00 — [812, 1196, 862, 1243]
table-cell: 291465.00 — [812, 1148, 862, 1196]
commodity-price: 650 - 700 — [531, 772, 575, 782]
ad-title: ಕಾರ್ಯನಿರ್ವಾಹಕ ಇಂಜಿನೀಯರರು, ಲೋಕೋಪಯೋಗಿ, ಇಲಾಖೆ, ಕಲಬುರಗಿ ವಿಭಾಗ ಕಲಬುರಗಿ — [210, 571, 424, 595]
print-registration-marks — [95, 1440, 140, 1449]
ad-gov: ಕರ್ನಾಟಕ ಸರ್ಕಾರ — [295, 219, 339, 228]
brief-body: ಕಾಸರಗೋಡು: ಬಂಬ್ರಾಣ ಪರಿಸರದ ಬಾಲಕಿಯೊಬ್ಬಳು ನಿಗೂಢವಾಗಿ ನಾಪತ್ತೆಯಾದ ಘಟನೆ ನಡೆದಿದೆ. ಶಾಲೆಗೆ ತೆರಳಿದ ಬಾಲಕಿ ಮನೆಗೆ ಹಿಂತಿರುಗಿಲ್ಲ ಎಂದು ಕುಂಬಳೆ ಠಾಣೆಗೆ ದೂರು ನೀಡಲಾಗಿದೆ. ಪೊಲೀಸರು ತನಿಖೆ ಕೈಗೊಂಡಿದ್ದಾರೆ. — [28, 575, 160, 624]
market-row — [475, 839, 581, 854]
table-cell: KFD/2024-25/OW/WORK_INDENT16968 — [615, 720, 795, 732]
table-cell: 5 — [593, 744, 615, 756]
table-cell: 6 — [479, 1290, 503, 1337]
table-row — [593, 756, 912, 768]
table-cell: KFD/2024-25/OW/WORK_INDENT16920 — [615, 696, 795, 708]
table-cell: 6,250.00 — [860, 696, 911, 708]
commodity-price: 205 - 220 — [531, 697, 575, 707]
table-cell: 9 ತಿಂಗಳು — [862, 1054, 912, 1101]
ad-sign: ಸಹಿ/- ಕಾರ್ಯನಿರ್ವಾಹಕ ಇಂಜಿನೀಯರರು ಲೋಕೋಪಯೋಗಿ, ಇಲಾಖೆ, ಕಲಬುರಗಿ ವಿಭಾಗ ಕಲಬುರಗಿ — [320, 712, 462, 731]
lead-story — [28, 90, 466, 110]
ad-foot: ವಾ.ಸಾ.ಸಂ.ನಿ.ಮಿ/ಗದಗ/ಟಿ.ಎಸ್.ಎ.ಕ/614/2024-25 — [592, 843, 735, 853]
brand-name: ಹೊಸ ದಿಗಂತ — [780, 39, 856, 59]
market-row — [475, 725, 581, 740]
ad-phone: ಫೋನ್: – 08182–271101/221010/222002; ಫ್ಯಾಕ್ಸ್ – 277082, — [205, 783, 429, 793]
table-row — [479, 1243, 912, 1290]
magenta-dot — [857, 1440, 866, 1449]
ad-body: ‘ಸ್ಟ್ಯಾಂಡರ್ಡ್ ಟೆಂಡರ್ ಡಾಕ್ಯುಮೆಂಟ್ ಕೆಡಬ್ಲ್ಯು-III, IV ರ ನಿಬಂಧನೆಗಳನ್ವಯ ಟೆಂಡರ್‌ಗಳನ್ನು ಆಹ್ವಾನಿಸಲಾಗಿದೆ. ಕರ್ನಾಟಕ ರಾಜ್ಯ ರಸ್ತೆ ಅಭಿವೃದ್ಧಿ ಯೋಜನೆಯಡಿ 2000ದ ಕ್ರಮ ಸಂಖ್ಯೆ ವ್ಯಾಪ್ತಿಯಲ್ಲಿ ಎರಡು ಲಕೋಟೆ ಪದ್ಧತಿಯಲ್ಲಿ (Double Cover System) ಟೆಂಡರ್ ಆಹ್ವಾನಿಸಲಾಗಿದೆ. 5054 cm special grant ಲೆಕ್ಕಶೀರ್ಷಿಕೆಯಡಿ ಕಾಮಗಾರಿಗಳನ್ನು ಕೈಗೊಳ್ಳಲು https://eproc.karnataka.gov.in ಮೂಲಕ ಟೆಂಡರ್ ಸಲ್ಲಿಸಬಹುದು. (1) E-procurement ಮುಖಾಂತರ ಟೆಂಡರ್ ಸಲ್ಲಿಸಲು ಕೊನೆಯ ದಿನಾಂಕ: 17.02.2025 ರ ಸಂಜೆ 16.30 ರವರೆಗೆ, (2) ತಾಂತ್ರಿಕ ಬಿಡ್ ತೆರೆಯುವ ದಿನಾಂಕ: 19.02.2025 ರಂದು ಬೆಳಿಗ್ಗೆ 11.30 ಗಂಟೆಗೆ (ಸಾಧ್ಯವಾದಲ್ಲಿ). 4) ಅರ್ಹತೆ ವಿವರಗಳು e-procurement ನಿಯಮಾನುಸಾರ. — [478, 950, 912, 1000]
